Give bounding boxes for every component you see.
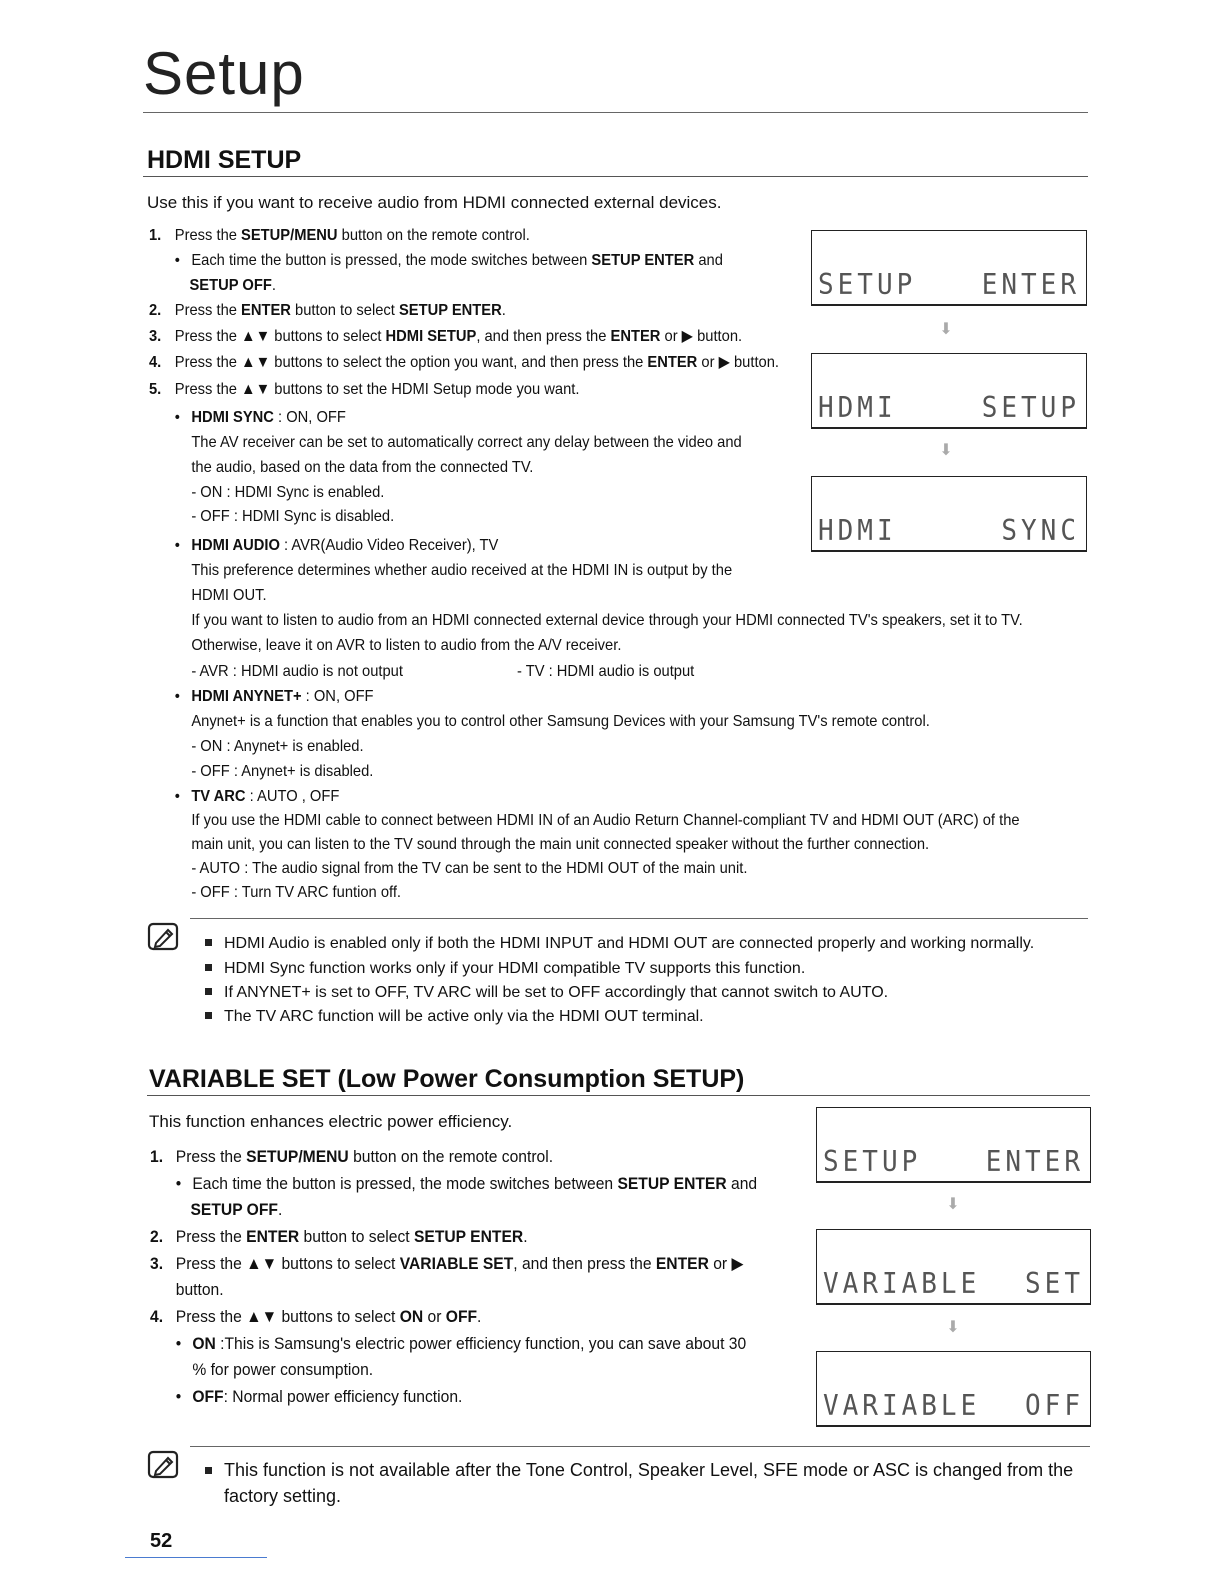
hdmi-sync-desc: The AV receiver can be set to automatically correct any delay between the video and: [191, 434, 742, 451]
hdmi-audio-desc: HDMI OUT.: [191, 587, 267, 604]
lcd-left-text: VARIABLE: [823, 1389, 981, 1423]
hdmi-sync-desc: the audio, based on the data from the connected TV.: [191, 459, 534, 476]
hdmi-step-1-sub-cont: SETUP OFF.: [189, 277, 276, 294]
variable-step-2: 2. Press the ENTER button to select SETUP ENTER.: [150, 1227, 528, 1246]
hdmi-anynet-on: - ON : Anynet+ is enabled.: [191, 738, 364, 755]
hdmi-sync-item: • HDMI SYNC : ON, OFF: [174, 409, 346, 426]
lcd-left-text: SETUP: [823, 1145, 922, 1179]
variable-step-1-sub: • Each time the button is pressed, the mode switches between SETUP ENTER and: [175, 1174, 758, 1193]
hdmi-sync-on: - ON : HDMI Sync is enabled.: [191, 484, 385, 501]
note-item: The TV ARC function will be active only via the HDMI OUT terminal.: [205, 1004, 704, 1029]
hdmi-audio-desc: Otherwise, leave it on AVR to listen to audio from the A/V receiver.: [191, 637, 622, 654]
hdmi-step-1: 1. Press the SETUP/MENU button on the remote control.: [149, 227, 530, 244]
hdmi-anynet-off: - OFF : Anynet+ is disabled.: [191, 763, 374, 780]
lcd-display: [811, 476, 1087, 552]
hdmi-section-title: HDMI SETUP: [147, 146, 302, 174]
variable-section-title: VARIABLE SET (Low Power Consumption SETUP): [149, 1065, 745, 1093]
hdmi-audio-avr: - AVR : HDMI audio is not output: [191, 663, 403, 680]
lcd-display: [816, 1229, 1091, 1305]
variable-step-4: 4. Press the ▲▼ buttons to select ON or OFF.: [150, 1307, 482, 1326]
variable-on-item: • ON :This is Samsung's electric power efficiency function, you can save about 30: [175, 1334, 747, 1353]
tv-arc-off: - OFF : Turn TV ARC funtion off.: [191, 884, 402, 901]
hdmi-step-1-sub: • Each time the button is pressed, the mode switches between SETUP ENTER and: [174, 252, 723, 269]
tv-arc-desc: If you use the HDMI cable to connect between HDMI IN of an Audio Return Channel-compliant TV and HDMI OUT (ARC) of the: [191, 812, 1020, 829]
variable-step-3: 3. Press the ▲▼ buttons to select VARIABLE SET, and then press the ENTER or ▶: [150, 1254, 744, 1273]
down-arrow-icon: ⬇: [946, 1196, 960, 1213]
hdmi-section-rule: [143, 176, 1088, 177]
down-arrow-icon: ⬇: [939, 321, 953, 338]
down-arrow-icon: ⬇: [946, 1319, 960, 1336]
hdmi-sync-off: - OFF : HDMI Sync is disabled.: [191, 508, 395, 525]
note-icon: [147, 922, 181, 952]
lcd-right-text: SETUP: [981, 391, 1080, 425]
hdmi-audio-desc: This preference determines whether audio received at the HDMI IN is output by the: [191, 562, 733, 579]
note-icon: [147, 1450, 181, 1480]
page-title: Setup: [143, 40, 305, 107]
tv-arc-desc: main unit, you can listen to the TV sound through the main unit connected speaker without the further connection.: [191, 836, 930, 853]
hdmi-step-4: 4. Press the ▲▼ buttons to select the option you want, and then press the ENTER or ▶ button.: [149, 354, 779, 371]
lcd-display: [811, 230, 1087, 306]
hdmi-step-2: 2. Press the ENTER button to select SETUP ENTER.: [149, 302, 506, 319]
lcd-right-text: SYNC: [1001, 514, 1080, 548]
footer-line: [125, 1557, 267, 1558]
note-rule: [190, 1446, 1090, 1447]
variable-step-3-cont: button.: [175, 1280, 224, 1299]
lcd-left-text: HDMI: [818, 514, 897, 548]
lcd-display: [816, 1107, 1091, 1183]
tv-arc-auto: - AUTO : The audio signal from the TV can be sent to the HDMI OUT of the main unit.: [191, 860, 748, 877]
note-item: This function is not available after the Tone Control, Speaker Level, SFE mode or ASC is changed from the: [205, 1458, 1073, 1483]
variable-step-1: 1. Press the SETUP/MENU button on the remote control.: [150, 1147, 554, 1166]
lcd-right-text: OFF: [1025, 1389, 1084, 1423]
lcd-left-text: VARIABLE: [823, 1267, 981, 1301]
lcd-right-text: ENTER: [981, 268, 1080, 302]
lcd-right-text: ENTER: [985, 1145, 1084, 1179]
note-item: HDMI Audio is enabled only if both the HDMI INPUT and HDMI OUT are connected properly and working normally.: [205, 931, 1034, 956]
tv-arc-item: • TV ARC : AUTO , OFF: [174, 788, 340, 805]
hdmi-intro: Use this if you want to receive audio from HDMI connected external devices.: [147, 193, 722, 212]
lcd-display: [811, 353, 1087, 429]
variable-section-rule: [147, 1095, 1090, 1096]
hdmi-step-3: 3. Press the ▲▼ buttons to select HDMI SETUP, and then press the ENTER or ▶ button.: [149, 328, 743, 345]
hdmi-audio-item: • HDMI AUDIO : AVR(Audio Video Receiver), TV: [174, 537, 499, 554]
lcd-display: [816, 1351, 1091, 1427]
note-item-cont: factory setting.: [224, 1486, 342, 1506]
variable-step-1-sub-cont: SETUP OFF.: [190, 1200, 283, 1219]
lcd-right-text: SET: [1025, 1267, 1084, 1301]
title-rule: [143, 112, 1088, 113]
hdmi-anynet-desc: Anynet+ is a function that enables you to control other Samsung Devices with your Samsung TV's remote control.: [191, 713, 930, 730]
hdmi-anynet-item: • HDMI ANYNET+ : ON, OFF: [174, 688, 374, 705]
hdmi-audio-desc: If you want to listen to audio from an HDMI connected external device through your HDMI connected TV's speakers, set it to TV.: [191, 612, 1023, 629]
hdmi-step-5: 5. Press the ▲▼ buttons to set the HDMI Setup mode you want.: [149, 381, 580, 398]
note-item: HDMI Sync function works only if your HDMI compatible TV supports this function.: [205, 956, 805, 981]
hdmi-audio-tv: - TV : HDMI audio is output: [517, 663, 695, 680]
down-arrow-icon: ⬇: [939, 442, 953, 459]
variable-off-item: • OFF: Normal power efficiency function.: [175, 1387, 463, 1406]
page-number: 52: [150, 1530, 173, 1552]
note-item: If ANYNET+ is set to OFF, TV ARC will be set to OFF accordingly that cannot switch to AUTO.: [205, 980, 888, 1005]
variable-intro: This function enhances electric power efficiency.: [149, 1112, 513, 1131]
note-rule: [190, 918, 1088, 919]
variable-on-desc: % for power consumption.: [192, 1360, 374, 1379]
lcd-left-text: SETUP: [818, 268, 917, 302]
lcd-left-text: HDMI: [818, 391, 897, 425]
